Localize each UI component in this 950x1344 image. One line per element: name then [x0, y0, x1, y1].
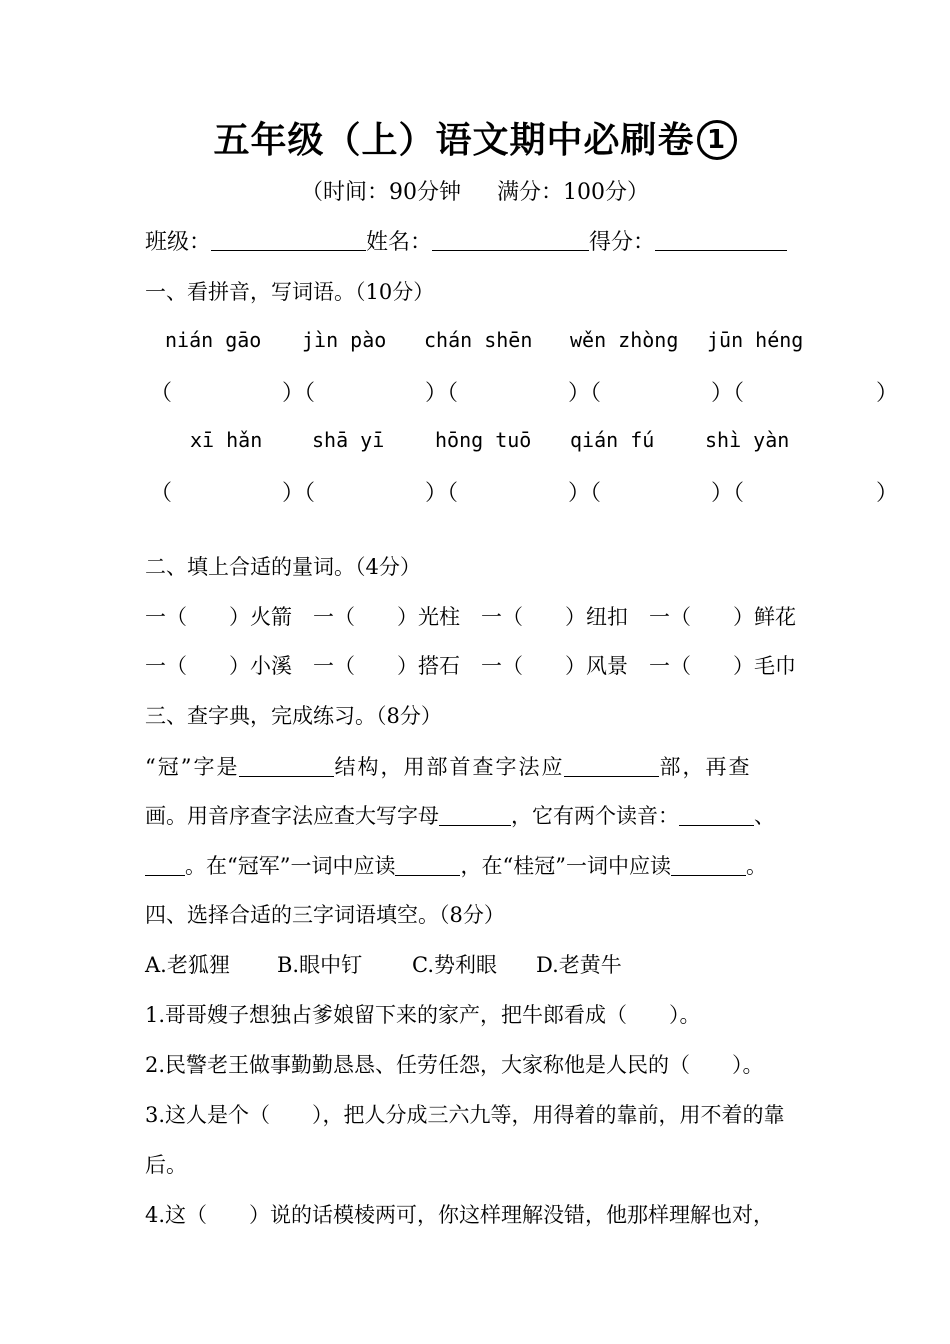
question-3[interactable]: 3.这人是个（ ），把人分成三六九等，用得着的靠前，用不着的靠: [145, 1103, 785, 1127]
option-d: D.老黄牛: [536, 953, 622, 977]
question-3-continued: 后。: [145, 1153, 187, 1177]
pinyin-item: jìn pào: [302, 328, 387, 352]
pinyin-item: qián fú: [570, 428, 655, 452]
dictionary-line-2: [145, 800, 775, 830]
pinyin-item: chán shēn: [424, 328, 533, 352]
paper-number-badge: 1: [697, 120, 737, 160]
measure-word-item[interactable]: 一（ ）搭石: [313, 654, 460, 678]
section2-heading: 二、填上合适的量词。（4分）: [145, 555, 421, 579]
section1-heading: 一、看拼音，写词语。（10分）: [145, 280, 435, 304]
text-segment: “冠”字是: [145, 755, 240, 779]
score-label: 得分：: [589, 230, 656, 255]
class-label: 班级：: [145, 230, 212, 255]
title-text: 五年级（上）语文期中必刷卷: [213, 120, 695, 161]
text-segment: 。: [745, 854, 767, 878]
fill-blank[interactable]: [679, 803, 754, 826]
measure-word-item[interactable]: 一（ ）小溪: [145, 654, 292, 678]
text-segment: 画。用音序查字法应查大写字母: [145, 804, 439, 828]
student-info-row: [145, 225, 787, 256]
section4-heading: 四、选择合适的三字词语填空。（8分）: [145, 903, 505, 927]
fill-blank[interactable]: [239, 754, 334, 777]
score-field[interactable]: [655, 226, 787, 251]
text-segment: ，在“桂冠”一词中应读: [460, 854, 671, 878]
measure-word-item[interactable]: 一（ ）鲜花: [649, 605, 796, 629]
dictionary-line-1: [145, 751, 751, 781]
section3-heading: 三、查字典，完成练习。（8分）: [145, 704, 442, 728]
exam-time: （时间：90分钟: [301, 180, 461, 205]
pinyin-item: nián gāo: [165, 328, 262, 352]
measure-word-item[interactable]: 一（ ）火箭: [145, 605, 292, 629]
option-c: C.势利眼: [412, 953, 497, 977]
fill-blank[interactable]: [671, 853, 746, 876]
pinyin-item: shā yī: [312, 428, 385, 452]
fill-blank[interactable]: [395, 853, 460, 876]
dictionary-line-3: [145, 850, 767, 880]
question-4[interactable]: 4.这（ ）说的话模棱两可，你这样理解没错，他那样理解也对，: [145, 1203, 775, 1227]
page-title: [0, 112, 950, 163]
name-label: 姓名：: [366, 230, 433, 255]
class-field[interactable]: [211, 226, 366, 251]
text-segment: 、: [754, 804, 775, 828]
measure-word-item[interactable]: 一（ ）纽扣: [481, 605, 628, 629]
pinyin-item: xī hǎn: [190, 428, 263, 452]
option-a: A.老狐狸: [145, 953, 230, 977]
pinyin-item: hōng tuō: [435, 428, 532, 452]
pinyin-item: jūn héng: [707, 328, 804, 352]
text-segment: 部，再查: [659, 755, 752, 779]
text-segment: 。在“冠军”一词中应读: [185, 854, 396, 878]
measure-word-item[interactable]: 一（ ）毛巾: [649, 654, 796, 678]
measure-word-item[interactable]: 一（ ）风景: [481, 654, 628, 678]
fill-blank[interactable]: [145, 853, 185, 876]
name-field[interactable]: [432, 226, 589, 251]
question-1[interactable]: 1.哥哥嫂子想独占爹娘留下来的家产，把牛郎看成（ ）。: [145, 1003, 701, 1027]
exam-total-score: 满分：100分）: [497, 180, 649, 205]
pinyin-item: wěn zhòng: [570, 328, 679, 352]
exam-meta: [0, 175, 950, 206]
measure-word-item[interactable]: 一（ ）光柱: [313, 605, 460, 629]
option-b: B.眼中钉: [277, 953, 363, 977]
question-2[interactable]: 2.民警老王做事勤勤恳恳、任劳任怨，大家称他是人民的（ ）。: [145, 1053, 764, 1077]
text-segment: 结构，用部首查字法应: [334, 755, 565, 779]
answer-parentheses-row[interactable]: （ ）（ ）（ ）（ ）（ ）: [150, 381, 899, 406]
answer-parentheses-row[interactable]: （ ）（ ）（ ）（ ）（ ）: [150, 481, 899, 506]
pinyin-item: shì yàn: [705, 428, 790, 452]
fill-blank[interactable]: [564, 754, 659, 777]
text-segment: ，它有两个读音：: [511, 804, 679, 828]
fill-blank[interactable]: [439, 803, 511, 826]
